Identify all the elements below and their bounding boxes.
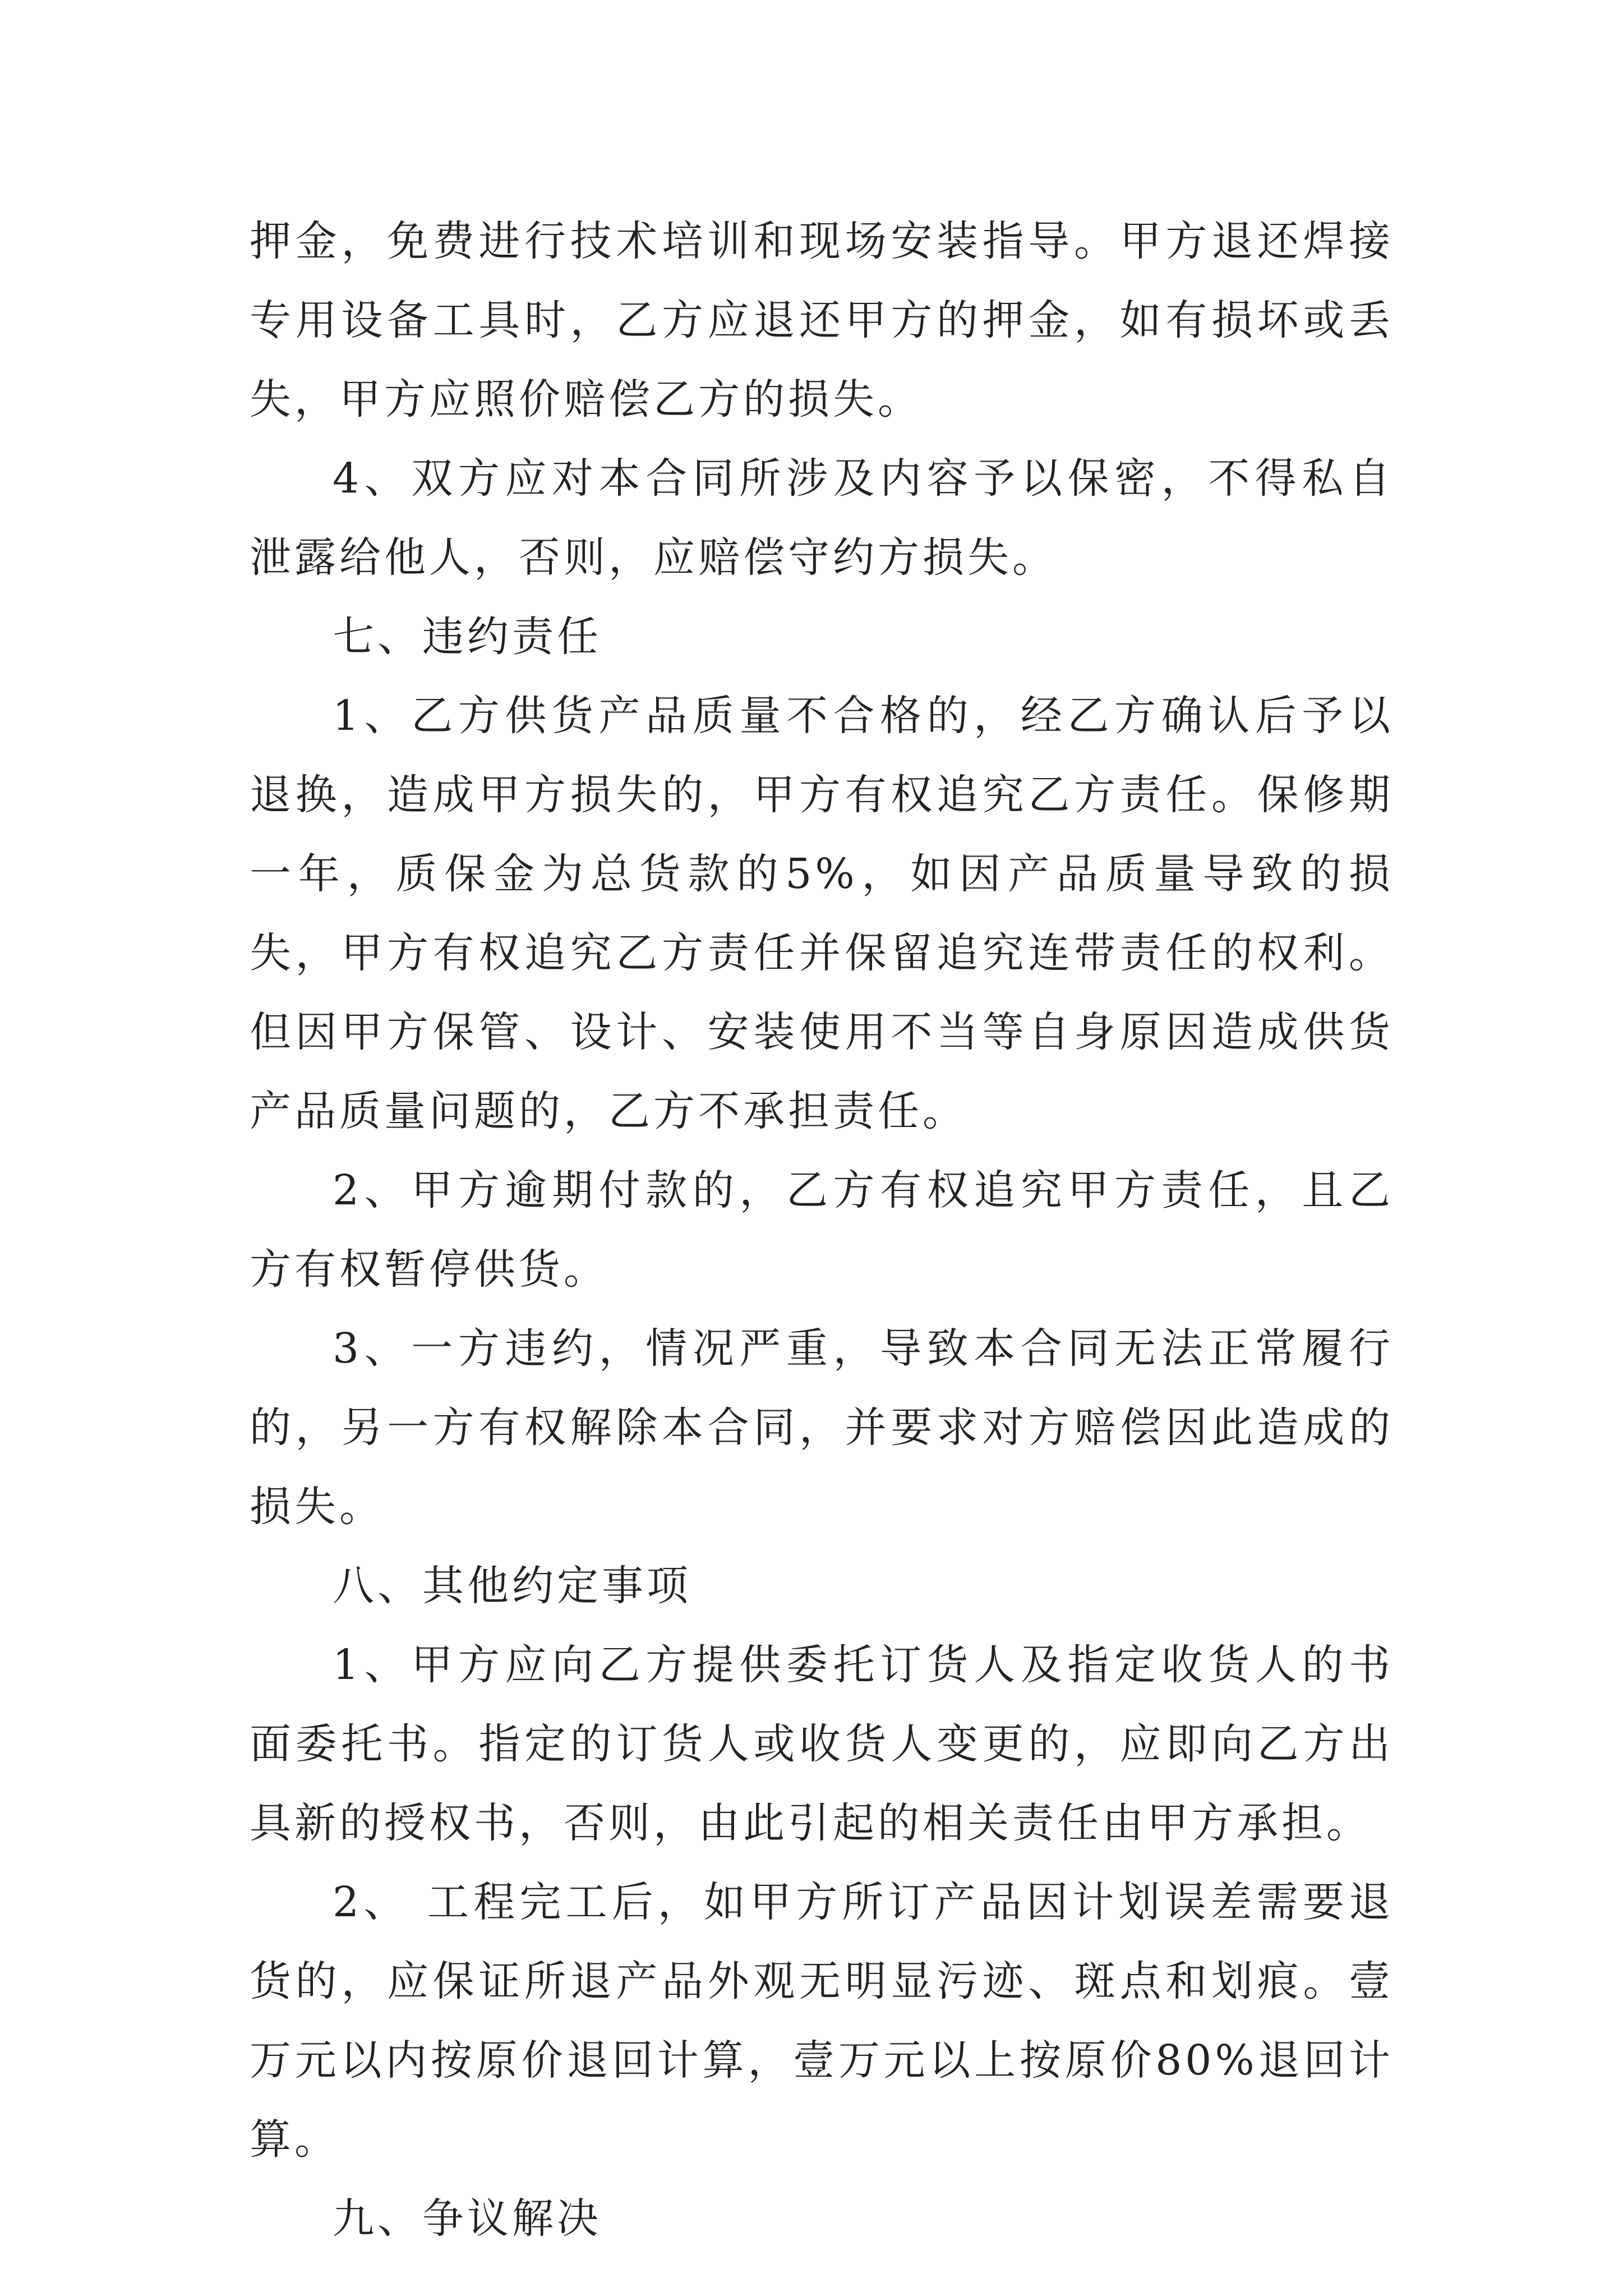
paragraph-late-payment: 2、甲方逾期付款的，乙方有权追究甲方责任，且乙方有权暂停供货。 — [250, 1166, 1394, 1294]
paragraph-quality-liability: 1、乙方供货产品质量不合格的，经乙方确认后予以退换，造成甲方损失的，甲方有权追究乙方责任。保修期一年，质保金为总货款的5%，如因产品质量导致的损失，甲方有权追究乙方责任并保留追究连带责任的权利。但因甲方保管、设计、安装使用不当等自身原因造成供货产品质量问题的，乙方不承担责任。 — [250, 692, 1394, 1135]
section-heading-other-matters: 八、其他约定事项 — [333, 1562, 691, 1610]
paragraph-confidentiality: 4、双方应对本合同所涉及内容予以保密，不得私自泄露给他人，否则，应赔偿守约方损失。 — [250, 454, 1394, 582]
document-body — [250, 202, 1394, 2258]
paragraph-serious-breach: 3、一方违约，情况严重，导致本合同无法正常履行的，另一方有权解除本合同，并要求对方赔偿因此造成的损失。 — [250, 1324, 1394, 1531]
paragraph-returns: 2、 工程完工后，如甲方所订产品因计划误差需要退货的，应保证所退产品外观无明显污迹、斑点和划痕。壹万元以内按原价退回计算，壹万元以上按原价80%退回计算。 — [250, 1878, 1394, 2164]
section-heading-dispute-resolution: 九、争议解决 — [333, 2194, 602, 2243]
paragraph-deposit-continuation: 押金，免费进行技术培训和现场安装指导。甲方退还焊接专用设备工具时，乙方应退还甲方的押金，如有损坏或丢失，甲方应照价赔偿乙方的损失。 — [250, 217, 1394, 424]
paragraph-authorization-letter: 1、甲方应向乙方提供委托订货人及指定收货人的书面委托书。指定的订货人或收货人变更的，应即向乙方出具新的授权书，否则，由此引起的相关责任由甲方承担。 — [250, 1641, 1394, 1847]
section-heading-breach-liability: 七、违约责任 — [333, 613, 602, 661]
